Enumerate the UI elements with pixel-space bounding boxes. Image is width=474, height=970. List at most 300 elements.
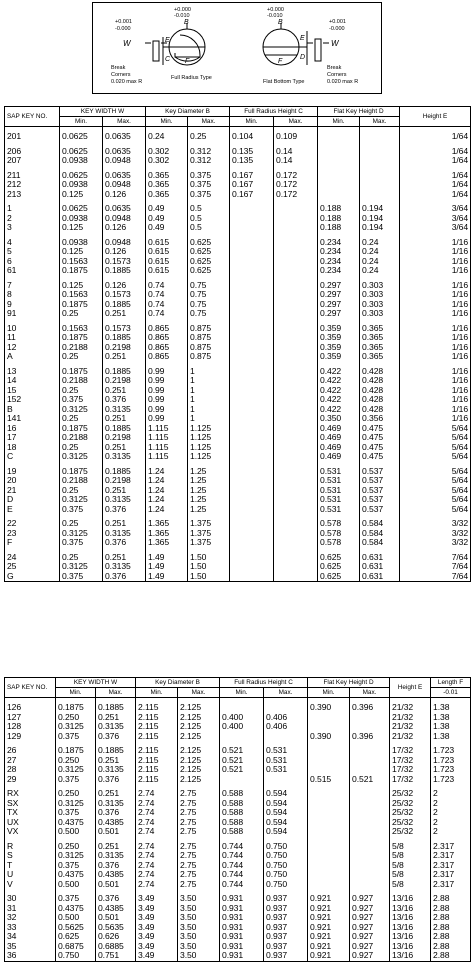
table-cell: 2.317	[431, 851, 471, 861]
table-cell	[308, 808, 350, 818]
table-cell: 0.375	[56, 894, 96, 904]
table-cell: 0.0625	[60, 204, 103, 214]
table-cell: 0.1563	[60, 290, 103, 300]
table-2-body	[5, 698, 471, 962]
table-cell: 1.50	[188, 572, 230, 582]
table-row	[5, 827, 471, 837]
table-cell: 0.588	[220, 818, 264, 828]
table-cell: 0.375	[188, 190, 230, 200]
table-cell: 3.49	[136, 894, 178, 904]
table-cell: 0.625	[188, 266, 230, 276]
table-cell: 0.99	[146, 405, 188, 415]
table-cell: 2.75	[178, 818, 220, 828]
right-width-symbol: W	[331, 39, 339, 48]
table-cell: 1	[188, 386, 230, 396]
table-cell: 0.126	[103, 247, 146, 257]
key-number-cell: SX	[5, 799, 56, 809]
table-cell: 0.584	[360, 538, 400, 548]
table-cell: 1.125	[188, 433, 230, 443]
table-cell: 0.75	[188, 281, 230, 291]
key-table-1	[4, 106, 471, 582]
table-cell: 0.303	[360, 281, 400, 291]
table-cell: 0.396	[350, 703, 390, 713]
table-cell: 3.49	[136, 913, 178, 923]
table-cell	[274, 247, 318, 257]
table-cell: 0.475	[360, 452, 400, 462]
table-cell: 1.125	[188, 443, 230, 453]
table-cell: 0.390	[308, 732, 350, 742]
table-cell: 0.631	[360, 562, 400, 572]
table-cell: 1.365	[146, 519, 188, 529]
table-cell: 1.375	[188, 538, 230, 548]
table-cell: 0.1885	[103, 333, 146, 343]
table-cell: 0.500	[56, 880, 96, 890]
left-diameter-tol-minus: -0.010	[174, 13, 190, 19]
key-number-cell: 212	[5, 180, 60, 190]
table-cell: 0.251	[103, 352, 146, 362]
table-cell	[308, 861, 350, 871]
table-cell: 0.3125	[56, 722, 96, 732]
key-number-cell: T	[5, 861, 56, 871]
table-cell: 0.3125	[60, 529, 103, 539]
table-cell: 0.501	[96, 827, 136, 837]
table-cell: 0.234	[318, 266, 360, 276]
table-cell: 1/16	[400, 414, 471, 424]
table-cell: 0.921	[308, 904, 350, 914]
table-cell	[230, 204, 274, 214]
table-cell: 0.744	[220, 842, 264, 852]
table-cell: 0.3125	[60, 495, 103, 505]
table-cell: 0.99	[146, 386, 188, 396]
table-cell: 0.312	[188, 147, 230, 157]
table-cell: 3/64	[400, 204, 471, 214]
table-cell: 1/16	[400, 352, 471, 362]
table-cell: 0.375	[56, 775, 96, 785]
table-cell: 2.74	[136, 880, 178, 890]
table-cell: 0.537	[360, 495, 400, 505]
table-row	[5, 519, 471, 529]
table-cell: 0.251	[96, 842, 136, 852]
right-f-symbol: F	[278, 58, 283, 65]
table-cell: 1/16	[400, 247, 471, 257]
sub-min: Min.	[220, 688, 264, 698]
table-cell	[230, 529, 274, 539]
right-caption: Flat Bottom Type	[263, 79, 305, 85]
table-cell: 0.24	[360, 247, 400, 257]
table-cell	[230, 223, 274, 233]
key-number-cell: 23	[5, 529, 60, 539]
table-cell: 1.38	[431, 722, 471, 732]
table-cell: 0.625	[56, 932, 96, 942]
table-row	[5, 808, 471, 818]
table-cell: 1.125	[188, 452, 230, 462]
table-cell: 2.75	[178, 789, 220, 799]
table-cell	[308, 756, 350, 766]
table-cell	[360, 132, 400, 142]
sub-max: Max.	[188, 117, 230, 127]
table-cell	[230, 467, 274, 477]
table-cell: 1/16	[400, 290, 471, 300]
table-cell: 13/16	[390, 942, 431, 952]
table-cell	[318, 190, 360, 200]
table-cell	[350, 818, 390, 828]
table-cell: 0.4385	[96, 818, 136, 828]
key-number-cell: UX	[5, 818, 56, 828]
table-cell: 0.251	[103, 309, 146, 319]
table-cell	[230, 405, 274, 415]
table-cell: 5/64	[400, 495, 471, 505]
table-cell: 0.2188	[60, 343, 103, 353]
left-break-line2: Corners	[111, 72, 131, 78]
table-row	[5, 951, 471, 961]
table-cell: 0.303	[360, 309, 400, 319]
table-cell: 0.1875	[60, 333, 103, 343]
table-cell: 3.50	[178, 913, 220, 923]
table-cell: 0.359	[318, 352, 360, 362]
table-cell: 0.428	[360, 376, 400, 386]
table-cell: 0.250	[56, 756, 96, 766]
table-cell: 0.531	[318, 495, 360, 505]
key-number-cell: S	[5, 851, 56, 861]
table-cell: 13/16	[390, 951, 431, 961]
table-cell: 0.234	[318, 247, 360, 257]
table-cell	[230, 395, 274, 405]
table-cell: 0.875	[188, 343, 230, 353]
table-cell: 1.375	[188, 519, 230, 529]
table-cell: 0.625	[318, 572, 360, 582]
right-diameter-symbol: B	[278, 19, 283, 26]
table-cell: 0.1885	[103, 266, 146, 276]
table-cell	[274, 266, 318, 276]
table-cell	[274, 204, 318, 214]
table-cell: 2.74	[136, 827, 178, 837]
table-cell: 0.875	[188, 324, 230, 334]
col-full-radius-height: Full Radius Height C	[220, 678, 308, 688]
key-number-cell: 34	[5, 932, 56, 942]
table-cell: 2.317	[431, 880, 471, 890]
table-cell: 0.24	[360, 257, 400, 267]
table-cell: 0.1573	[103, 290, 146, 300]
table-cell: 2.74	[136, 842, 178, 852]
key-number-cell: 32	[5, 913, 56, 923]
table-cell: 0.376	[103, 505, 146, 515]
table-cell: 2.88	[431, 894, 471, 904]
table-cell: 25/32	[390, 818, 431, 828]
key-number-cell: 30	[5, 894, 56, 904]
sub-max: Max.	[264, 688, 308, 698]
table-cell: 0.865	[146, 352, 188, 362]
table-cell: 0.0625	[60, 147, 103, 157]
table-row	[5, 880, 471, 890]
table-cell	[274, 405, 318, 415]
table-cell	[230, 538, 274, 548]
table-cell: 0.6885	[96, 942, 136, 952]
table-row	[5, 214, 471, 224]
table-cell: 0.615	[146, 238, 188, 248]
table-cell: 0.4375	[56, 904, 96, 914]
table-cell: 0.501	[96, 913, 136, 923]
table-row	[5, 789, 471, 799]
table-cell: 1/16	[400, 343, 471, 353]
table-cell: 3/64	[400, 223, 471, 233]
table-cell	[264, 703, 308, 713]
table-cell: 2.125	[178, 756, 220, 766]
table-row	[5, 818, 471, 828]
table-cell: 1/64	[400, 147, 471, 157]
key-number-cell: 141	[5, 414, 60, 424]
sub-min: Min.	[56, 688, 96, 698]
table-cell: 1.25	[188, 495, 230, 505]
table-cell: 0.537	[360, 505, 400, 515]
table-cell: 0.297	[318, 300, 360, 310]
table-cell: 0.615	[146, 247, 188, 257]
table-cell	[350, 808, 390, 818]
table-cell: 0.750	[56, 951, 96, 961]
key-number-cell: A	[5, 352, 60, 362]
table-row	[5, 266, 471, 276]
key-number-cell: 29	[5, 775, 56, 785]
table-row	[5, 842, 471, 852]
table-row	[5, 290, 471, 300]
table-cell: 0.750	[264, 861, 308, 871]
table-cell: 0.251	[96, 756, 136, 766]
table-cell: 1.115	[146, 424, 188, 434]
table-cell: 0.390	[308, 703, 350, 713]
table-cell: 0.921	[308, 923, 350, 933]
table-cell: 0.3135	[103, 562, 146, 572]
table-cell: 5/8	[390, 880, 431, 890]
table-cell: 1/64	[400, 171, 471, 181]
table-cell: 0.931	[220, 923, 264, 933]
table-cell: 2.317	[431, 842, 471, 852]
right-diameter-tol-minus: -0.010	[267, 13, 283, 19]
table-cell: 0.126	[103, 281, 146, 291]
table-cell: 0.365	[360, 352, 400, 362]
table-cell	[308, 870, 350, 880]
key-number-cell: 201	[5, 132, 60, 142]
table-cell: 1.375	[188, 529, 230, 539]
table-cell: 1.38	[431, 732, 471, 742]
table-cell: 0.297	[318, 281, 360, 291]
table-cell: 1/16	[400, 281, 471, 291]
table-cell: 0.1875	[60, 367, 103, 377]
table-cell	[274, 333, 318, 343]
table-row	[5, 333, 471, 343]
table-row	[5, 799, 471, 809]
table-cell: 7/64	[400, 562, 471, 572]
table-cell: 0.515	[308, 775, 350, 785]
table-cell: 0.469	[318, 443, 360, 453]
table-cell: 1.723	[431, 756, 471, 766]
table-row	[5, 942, 471, 952]
table-row	[5, 433, 471, 443]
left-f-symbol: F	[185, 58, 190, 65]
table-cell: 0.631	[360, 572, 400, 582]
table-cell: 0.74	[146, 281, 188, 291]
table-cell: 0.3135	[96, 765, 136, 775]
table-cell	[230, 443, 274, 453]
table-row	[5, 562, 471, 572]
table-cell: 0.625	[188, 257, 230, 267]
table-cell: 0.921	[308, 942, 350, 952]
table-cell: 0.1875	[60, 266, 103, 276]
table-cell: 0.99	[146, 367, 188, 377]
table-cell: 1.723	[431, 775, 471, 785]
table-cell: 0.931	[220, 913, 264, 923]
key-number-cell: 152	[5, 395, 60, 405]
table-cell: 0.931	[220, 951, 264, 961]
table-cell: 25/32	[390, 808, 431, 818]
table-cell: 0.500	[56, 913, 96, 923]
col-sap-key-no: SAP KEY NO.	[5, 678, 56, 698]
table-cell: 2	[431, 789, 471, 799]
table-cell: 0.1563	[60, 257, 103, 267]
table-cell	[318, 180, 360, 190]
sub-min: Min.	[308, 688, 350, 698]
table-cell	[230, 247, 274, 257]
table-cell: 0.6875	[56, 942, 96, 952]
length-tolerance: -0.01	[431, 688, 471, 698]
key-number-cell: 13	[5, 367, 60, 377]
table-row	[5, 765, 471, 775]
table-cell	[274, 395, 318, 405]
table-cell: 0.188	[318, 214, 360, 224]
table-cell: 0.588	[220, 799, 264, 809]
table-cell: 13/16	[390, 904, 431, 914]
table-cell: 0.469	[318, 452, 360, 462]
key-number-cell: 22	[5, 519, 60, 529]
table-cell: 5/8	[390, 861, 431, 871]
table-row	[5, 495, 471, 505]
key-number-cell: U	[5, 870, 56, 880]
key-number-cell: 126	[5, 703, 56, 713]
key-diagram	[92, 2, 382, 94]
table-cell: 0.865	[146, 324, 188, 334]
table-cell: 0.1885	[103, 367, 146, 377]
table-cell	[308, 851, 350, 861]
table-cell: 1.50	[188, 553, 230, 563]
table-cell: 0.303	[360, 300, 400, 310]
table-cell: 0.937	[264, 904, 308, 914]
table-cell: 0.422	[318, 395, 360, 405]
table-cell: 0.251	[103, 519, 146, 529]
table-cell: 0.0938	[60, 238, 103, 248]
table-cell: 0.750	[264, 870, 308, 880]
table-cell: 21/32	[390, 732, 431, 742]
table-cell: 0.312	[188, 156, 230, 166]
table-cell: 0.625	[318, 562, 360, 572]
table-cell: 1.723	[431, 746, 471, 756]
key-number-cell: 24	[5, 553, 60, 563]
table-cell: 0.875	[188, 333, 230, 343]
table-cell	[274, 281, 318, 291]
key-number-cell: 128	[5, 722, 56, 732]
table-cell: 0.376	[103, 572, 146, 582]
table-cell	[220, 703, 264, 713]
table-cell	[350, 842, 390, 852]
key-number-cell: 3	[5, 223, 60, 233]
table-cell: 3/32	[400, 538, 471, 548]
table-cell	[230, 495, 274, 505]
table-cell: 1/16	[400, 266, 471, 276]
table-cell: 0.400	[220, 713, 264, 723]
table-cell	[274, 452, 318, 462]
table-cell: 0.376	[103, 538, 146, 548]
right-break-line3: 0.020 max R	[327, 79, 359, 85]
table-row	[5, 324, 471, 334]
table-cell: 0.0948	[103, 180, 146, 190]
table-cell: 0.109	[274, 132, 318, 142]
col-key-diameter: Key Diameter B	[136, 678, 220, 688]
table-cell	[230, 386, 274, 396]
table-row	[5, 414, 471, 424]
table-cell: 0.3125	[60, 562, 103, 572]
sub-max: Max.	[350, 688, 390, 698]
table-cell: 0.172	[274, 180, 318, 190]
table-row	[5, 851, 471, 861]
table-cell: 0.537	[360, 467, 400, 477]
table-cell: 1/16	[400, 333, 471, 343]
key-number-cell: 8	[5, 290, 60, 300]
table-cell	[230, 562, 274, 572]
table-cell: 2.74	[136, 808, 178, 818]
table-cell: 2.74	[136, 861, 178, 871]
table-cell	[230, 257, 274, 267]
table-row	[5, 309, 471, 319]
table-cell	[230, 300, 274, 310]
table-cell: 1	[188, 376, 230, 386]
key-number-cell: RX	[5, 789, 56, 799]
key-number-cell: 4	[5, 238, 60, 248]
table-cell: 0.1875	[56, 703, 96, 713]
sub-min: Min.	[146, 117, 188, 127]
table-cell: 0.251	[103, 553, 146, 563]
table-cell	[350, 870, 390, 880]
table-cell	[274, 467, 318, 477]
right-e-symbol: E	[300, 35, 305, 42]
left-break-line3: 0.020 max R	[111, 79, 143, 85]
table-cell: 0.594	[264, 818, 308, 828]
table-cell: 0.74	[146, 300, 188, 310]
table-cell: 0.25	[60, 553, 103, 563]
key-number-cell: 31	[5, 904, 56, 914]
table-cell: 2.74	[136, 789, 178, 799]
table-cell: 0.531	[318, 505, 360, 515]
table-cell: 0.927	[350, 932, 390, 942]
table-cell: 0.3135	[103, 529, 146, 539]
table-cell: 0.588	[220, 808, 264, 818]
key-number-cell: 6	[5, 257, 60, 267]
col-key-diameter: Key Diameter B	[146, 107, 230, 117]
table-cell: 0.99	[146, 395, 188, 405]
right-diameter-tol-plus: +0.000	[267, 7, 284, 13]
table-cell	[308, 789, 350, 799]
table-row	[5, 505, 471, 515]
table-cell: 0.921	[308, 951, 350, 961]
table-cell: 0.2198	[103, 433, 146, 443]
table-cell: 0.1885	[103, 467, 146, 477]
table-1-body	[5, 127, 471, 582]
table-cell	[274, 562, 318, 572]
table-cell	[308, 746, 350, 756]
table-cell: 0.5	[188, 223, 230, 233]
left-diameter-symbol: B	[184, 19, 189, 26]
key-number-cell: 17	[5, 433, 60, 443]
table-cell: 0.0938	[60, 180, 103, 190]
table-cell: 1.38	[431, 703, 471, 713]
table-cell	[274, 343, 318, 353]
key-number-cell: 10	[5, 324, 60, 334]
